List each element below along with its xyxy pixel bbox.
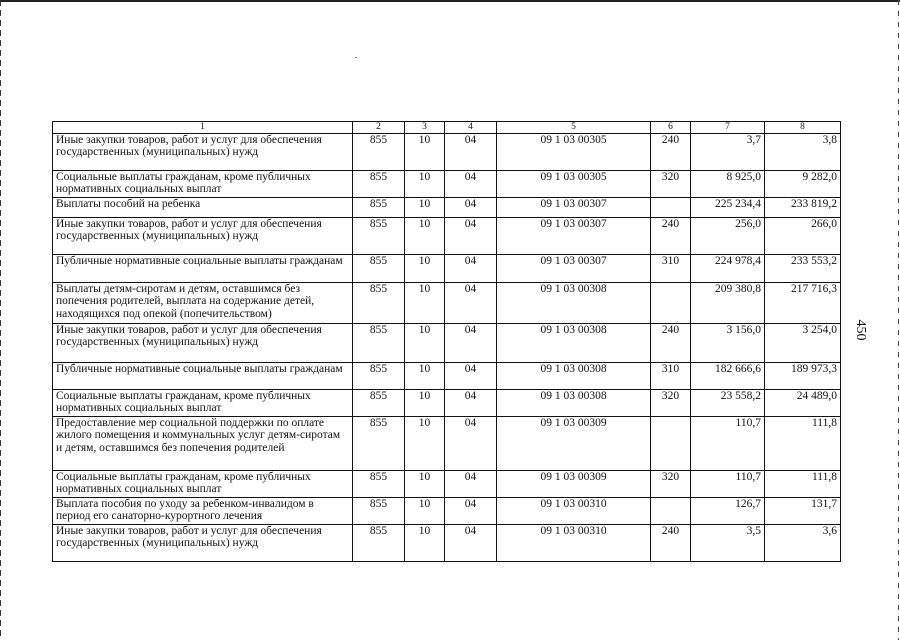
target-article-cell: 09 1 03 00308 [497, 389, 651, 416]
amount-year2-cell: 111,8 [765, 470, 841, 497]
target-article-cell: 09 1 03 00307 [497, 197, 651, 217]
row-name-cell: Иные закупки товаров, работ и услуг для обеспечения государственных (муниципальных) нужд [53, 134, 353, 171]
expense-type-cell: 240 [651, 524, 691, 561]
amount-year1-cell: 3,5 [691, 524, 765, 561]
header-cell-5: 5 [497, 122, 651, 134]
grbs-cell: 855 [353, 497, 405, 524]
amount-year1-cell: 110,7 [691, 470, 765, 497]
amount-year2-cell: 233 819,2 [765, 197, 841, 217]
grbs-cell: 855 [353, 134, 405, 171]
target-article-cell: 09 1 03 00305 [497, 171, 651, 198]
header-cell-4: 4 [445, 122, 497, 134]
header-cell-7: 7 [691, 122, 765, 134]
row-name-cell: Публичные нормативные социальные выплаты гражданам [53, 254, 353, 282]
section-cell: 10 [405, 254, 445, 282]
subsection-cell: 04 [445, 254, 497, 282]
amount-year1-cell: 126,7 [691, 497, 765, 524]
expense-type-cell [651, 197, 691, 217]
expense-type-cell [651, 282, 691, 323]
table-body [53, 122, 841, 562]
header-cell-3: 3 [405, 122, 445, 134]
expense-type-cell: 310 [651, 362, 691, 389]
table-row [53, 171, 841, 198]
target-article-cell: 09 1 03 00308 [497, 282, 651, 323]
subsection-cell: 04 [445, 362, 497, 389]
amount-year2-cell: 111,8 [765, 416, 841, 470]
section-cell: 10 [405, 282, 445, 323]
subsection-cell: 04 [445, 171, 497, 198]
table-row [53, 470, 841, 497]
grbs-cell: 855 [353, 323, 405, 362]
amount-year1-cell: 8 925,0 [691, 171, 765, 198]
section-cell: 10 [405, 470, 445, 497]
table-row [53, 389, 841, 416]
target-article-cell: 09 1 03 00307 [497, 217, 651, 254]
section-cell: 10 [405, 362, 445, 389]
subsection-cell: 04 [445, 323, 497, 362]
page-number: 450 [853, 319, 868, 341]
row-name-cell: Выплата пособия по уходу за ребенком-инвалидом в период его санаторно-курортного лечения [53, 497, 353, 524]
subsection-cell: 04 [445, 389, 497, 416]
expense-type-cell: 240 [651, 217, 691, 254]
amount-year2-cell: 9 282,0 [765, 171, 841, 198]
amount-year2-cell: 266,0 [765, 217, 841, 254]
grbs-cell: 855 [353, 362, 405, 389]
grbs-cell: 855 [353, 470, 405, 497]
table-row [53, 524, 841, 561]
table-row [53, 197, 841, 217]
grbs-cell: 855 [353, 416, 405, 470]
row-name-cell: Выплаты пособий на ребенка [53, 197, 353, 217]
grbs-cell: 855 [353, 524, 405, 561]
expense-type-cell: 240 [651, 134, 691, 171]
expense-type-cell: 320 [651, 389, 691, 416]
amount-year1-cell: 110,7 [691, 416, 765, 470]
grbs-cell: 855 [353, 389, 405, 416]
table-row [53, 323, 841, 362]
amount-year2-cell: 131,7 [765, 497, 841, 524]
row-name-cell: Публичные нормативные социальные выплаты гражданам [53, 362, 353, 389]
grbs-cell: 855 [353, 197, 405, 217]
amount-year2-cell: 189 973,3 [765, 362, 841, 389]
header-cell-8: 8 [765, 122, 841, 134]
target-article-cell: 09 1 03 00310 [497, 497, 651, 524]
target-article-cell: 09 1 03 00310 [497, 524, 651, 561]
amount-year1-cell: 256,0 [691, 217, 765, 254]
row-name-cell: Социальные выплаты гражданам, кроме публичных нормативных социальных выплат [53, 470, 353, 497]
section-cell: 10 [405, 197, 445, 217]
section-cell: 10 [405, 497, 445, 524]
row-name-cell: Иные закупки товаров, работ и услуг для обеспечения государственных (муниципальных) нужд [53, 217, 353, 254]
amount-year2-cell: 233 553,2 [765, 254, 841, 282]
table-row [53, 134, 841, 171]
subsection-cell: 04 [445, 524, 497, 561]
grbs-cell: 855 [353, 217, 405, 254]
section-cell: 10 [405, 524, 445, 561]
target-article-cell: 09 1 03 00308 [497, 362, 651, 389]
section-cell: 10 [405, 217, 445, 254]
amount-year2-cell: 3 254,0 [765, 323, 841, 362]
table-row [53, 362, 841, 389]
expense-type-cell: 310 [651, 254, 691, 282]
subsection-cell: 04 [445, 134, 497, 171]
amount-year1-cell: 225 234,4 [691, 197, 765, 217]
row-name-cell: Иные закупки товаров, работ и услуг для обеспечения государственных (муниципальных) нужд [53, 323, 353, 362]
row-name-cell: Предоставление мер социальной поддержки по оплате жилого помещения и коммунальных услуг детям-сиротам и детям, оставшимся без попечения родителей [53, 416, 353, 470]
page-top-border [0, 0, 900, 2]
budget-table [52, 121, 841, 562]
row-name-cell: Иные закупки товаров, работ и услуг для обеспечения государственных (муниципальных) нужд [53, 524, 353, 561]
amount-year1-cell: 3 156,0 [691, 323, 765, 362]
amount-year2-cell: 217 716,3 [765, 282, 841, 323]
subsection-cell: 04 [445, 470, 497, 497]
section-cell: 10 [405, 171, 445, 198]
amount-year2-cell: 24 489,0 [765, 389, 841, 416]
table-header-row [53, 122, 841, 134]
expense-type-cell [651, 497, 691, 524]
amount-year1-cell: 224 978,4 [691, 254, 765, 282]
target-article-cell: 09 1 03 00309 [497, 470, 651, 497]
expense-type-cell: 320 [651, 470, 691, 497]
target-article-cell: 09 1 03 00307 [497, 254, 651, 282]
section-cell: 10 [405, 416, 445, 470]
row-name-cell: Выплаты детям-сиротам и детям, оставшимся без попечения родителей, выплата на содержание детей, находящихся под опекой (попечительством) [53, 282, 353, 323]
amount-year1-cell: 209 380,8 [691, 282, 765, 323]
table-row [53, 497, 841, 524]
grbs-cell: 855 [353, 254, 405, 282]
amount-year1-cell: 23 558,2 [691, 389, 765, 416]
row-name-cell: Социальные выплаты гражданам, кроме публичных нормативных социальных выплат [53, 171, 353, 198]
header-cell-6: 6 [651, 122, 691, 134]
grbs-cell: 855 [353, 282, 405, 323]
target-article-cell: 09 1 03 00309 [497, 416, 651, 470]
header-cell-1: 1 [53, 122, 353, 134]
table-row [53, 282, 841, 323]
subsection-cell: 04 [445, 217, 497, 254]
section-cell: 10 [405, 134, 445, 171]
grbs-cell: 855 [353, 171, 405, 198]
table-row [53, 416, 841, 470]
page-right-border [898, 0, 899, 640]
target-article-cell: 09 1 03 00308 [497, 323, 651, 362]
section-cell: 10 [405, 323, 445, 362]
amount-year1-cell: 182 666,6 [691, 362, 765, 389]
expense-type-cell: 320 [651, 171, 691, 198]
subsection-cell: 04 [445, 197, 497, 217]
target-article-cell: 09 1 03 00305 [497, 134, 651, 171]
section-cell: 10 [405, 389, 445, 416]
header-cell-2: 2 [353, 122, 405, 134]
row-name-cell: Социальные выплаты гражданам, кроме публичных нормативных социальных выплат [53, 389, 353, 416]
subsection-cell: 04 [445, 416, 497, 470]
page-left-border [0, 0, 1, 640]
subsection-cell: 04 [445, 497, 497, 524]
amount-year1-cell: 3,7 [691, 134, 765, 171]
amount-year2-cell: 3,8 [765, 134, 841, 171]
subsection-cell: 04 [445, 282, 497, 323]
scan-speck [355, 57, 357, 58]
amount-year2-cell: 3,6 [765, 524, 841, 561]
table-row [53, 217, 841, 254]
expense-type-cell: 240 [651, 323, 691, 362]
table-row [53, 254, 841, 282]
expense-type-cell [651, 416, 691, 470]
